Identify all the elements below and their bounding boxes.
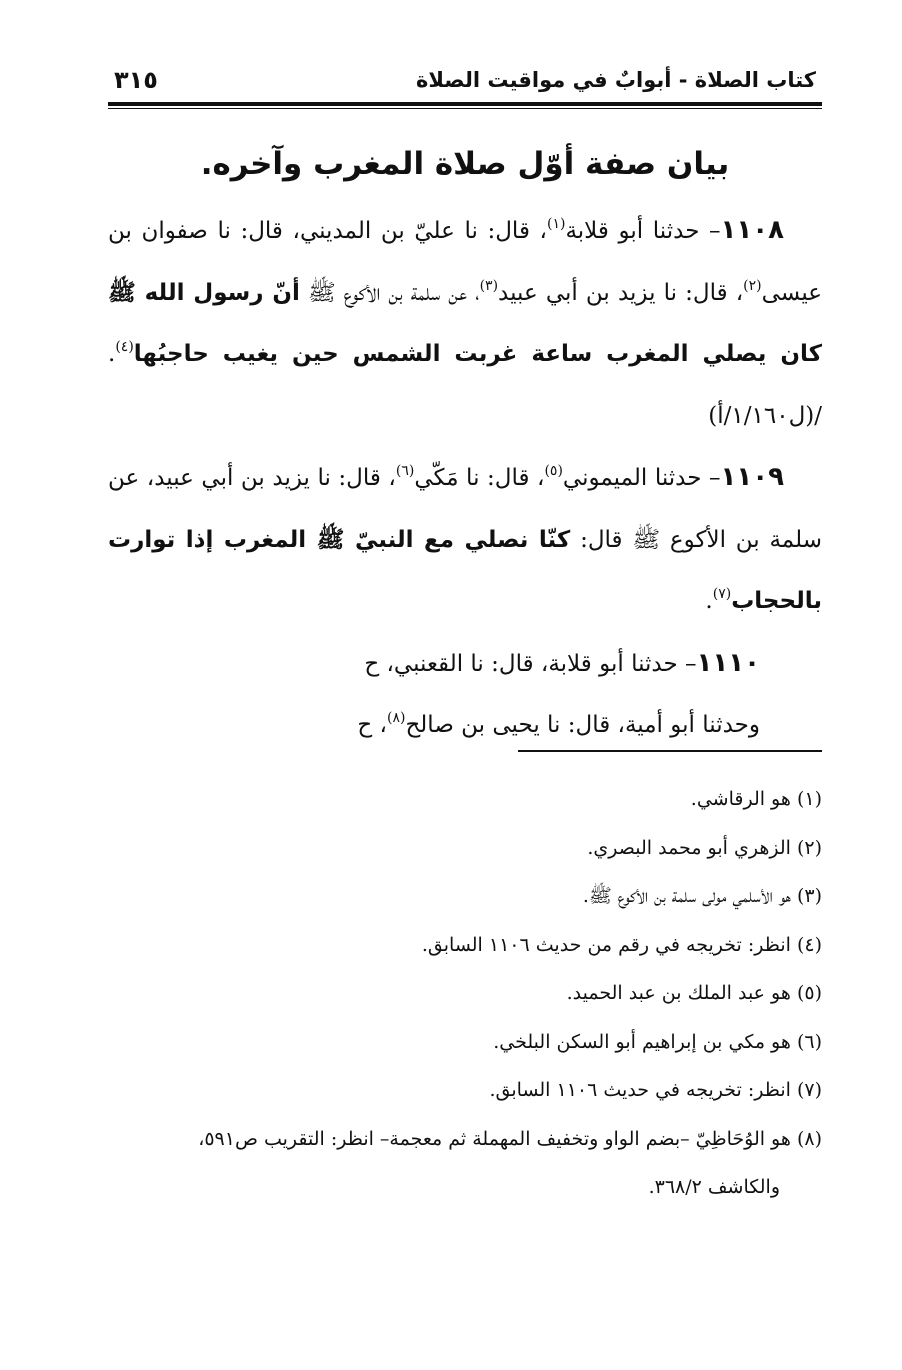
footnote-8-continuation: والكاشف ٣٦٨/٢. <box>648 1176 780 1198</box>
hadith-1108 <box>108 200 822 447</box>
footnote-5 <box>108 969 822 1018</box>
hadith-isnad: ، قال: نا يزيد بن أبي عبيد <box>498 279 744 306</box>
hadith-number: ١١٠٩ <box>720 462 784 492</box>
hadith-dash: – <box>709 465 721 491</box>
hadith-dash: – <box>685 650 697 677</box>
footnote-ref[interactable]: (٧) <box>712 586 732 602</box>
footnotes <box>108 775 822 1212</box>
footnote-3 <box>108 872 822 921</box>
hadith-isnad: حدثنا الميموني <box>562 465 710 491</box>
footnote-separator <box>518 750 822 752</box>
footnote-ref[interactable]: (٣) <box>479 277 499 294</box>
footnote-mark: (٣) <box>796 885 822 907</box>
footnote-mark: (٦) <box>796 1030 822 1053</box>
footnote-mark: (٢) <box>796 836 822 859</box>
footnote-7 <box>108 1066 822 1115</box>
running-header <box>108 62 822 106</box>
hadith-isnad: حدثنا أبو قلابة، قال: نا القعنبي، ح <box>364 650 686 677</box>
footnote-8 <box>108 1115 822 1164</box>
footnote-mark: (٧) <box>796 1079 822 1101</box>
footnote-text: هو الوُحَاظِيّ –بضم الواو وتخفيف المهملة ثم معجمة– انظر: التقريب ص٥٩١، <box>198 1127 797 1150</box>
manuscript-ref: . /(ل١/١٦٠/أ) <box>108 341 822 429</box>
footnote-4 <box>108 921 822 970</box>
footnote-mark: (٥) <box>796 982 822 1004</box>
hadith-isnad: حدثنا أبو قلابة <box>565 218 710 244</box>
hadith-1110-line2 <box>108 695 822 757</box>
hadith-matn: كنّا نصلي مع النبيّ ﷺ المغرب إذا توارت بالحجاب <box>108 526 822 614</box>
header-rule <box>108 102 822 106</box>
hadith-isnad: وحدثنا أبو أمية، قال: نا يحيى بن صالح <box>405 712 760 738</box>
footnote-ref[interactable]: (٦) <box>395 463 415 479</box>
hadith-end: . <box>705 588 713 614</box>
hadith-isnad: ، ح <box>357 712 387 738</box>
footnote-text: هو عبد الملك بن عبد الحميد. <box>566 982 797 1004</box>
hadith-isnad: ، قال: نا يزيد بن أبي عبيد، عن سلمة بن الأكوع ﷺ قال: <box>108 465 822 553</box>
footnote-ref[interactable]: (٤) <box>115 339 134 355</box>
footnote-1 <box>108 775 822 824</box>
footnote-mark: (٤) <box>796 933 822 956</box>
footnote-text: هو الأسلمي مولى سلمة بن الأكوع ﷺ. <box>582 885 797 907</box>
footnote-ref[interactable]: (٨) <box>386 710 406 726</box>
main-text <box>108 200 822 757</box>
hadith-1110 <box>108 633 822 696</box>
footnote-2 <box>108 824 822 873</box>
footnote-text: هو الرقاشي. <box>690 788 797 810</box>
header-rule-thin <box>108 108 822 109</box>
hadith-number: ١١١٠ <box>696 647 760 678</box>
hadith-isnad: ، عن سلمة بن الأكوع ﷺ <box>299 279 480 306</box>
footnote-text: انظر: تخريجه في رقم من حديث ١١٠٦ السابق. <box>421 933 797 956</box>
hadith-isnad: ، قال: نا عليّ بن المديني، قال: نا صفوان بن عيسى <box>108 218 822 306</box>
footnote-text: الزهري أبو محمد البصري. <box>587 836 797 859</box>
hadith-matn: أنّ رسول الله ﷺ كان يصلي المغرب ساعة غربت الشمس حين يغيب حاجبُها <box>108 279 822 367</box>
footnote-text: انظر: تخريجه في حديث ١١٠٦ السابق. <box>489 1079 797 1101</box>
footnote-text: هو مكي بن إبراهيم أبو السكن البلخي. <box>493 1030 797 1053</box>
footnote-mark: (٨) <box>796 1127 822 1150</box>
hadith-dash: – <box>709 218 721 244</box>
footnote-ref[interactable]: (٥) <box>544 463 563 479</box>
hadith-1109 <box>108 447 822 633</box>
hadith-isnad: ، قال: نا مَكّي <box>414 465 545 491</box>
footnote-mark: (١) <box>796 788 822 810</box>
footnote-ref[interactable]: (١) <box>546 216 566 232</box>
page-number: ٣١٥ <box>114 66 158 94</box>
footnote-ref[interactable]: (٢) <box>743 277 762 294</box>
footnote-6 <box>108 1018 822 1067</box>
running-title: كتاب الصلاة - أبوابٌ في مواقيت الصلاة <box>415 68 816 92</box>
chapter-heading: بيان صفة أوّل صلاة المغرب وآخره. <box>200 146 730 182</box>
hadith-number: ١١٠٨ <box>720 215 784 245</box>
